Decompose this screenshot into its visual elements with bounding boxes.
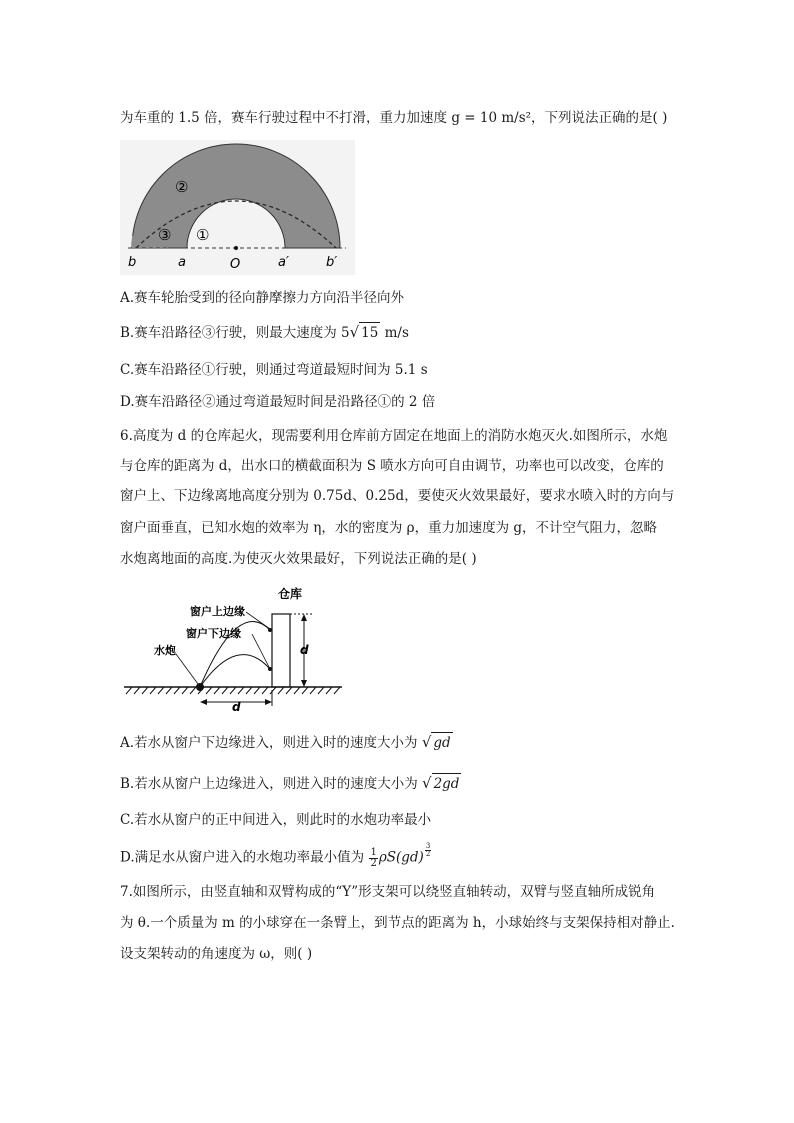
q6-option-d bbox=[120, 843, 432, 869]
q6-option-d-expr: ρS(gd) bbox=[378, 849, 424, 866]
q6-option-b-prefix: B.若水从窗户上边缘进入，则进入时的速度大小为 bbox=[120, 776, 423, 792]
q5-option-b-prefix: B.赛车沿路径③行驶，则最大速度为 5 bbox=[120, 325, 350, 341]
frac-denominator: 2 bbox=[370, 857, 377, 869]
ground-hatching bbox=[126, 687, 340, 694]
q7-line-2: 为 θ.一个质量为 m 的小球穿在一条臂上，到节点的距离为 h，小球始终与支架保持相对静止. bbox=[120, 915, 675, 931]
q6-option-b bbox=[120, 773, 461, 794]
q6-line-2: 与仓库的距离为 d，出水口的横截面积为 S 喷水方向可自由调节，功率也可以改变，仓库的 bbox=[120, 458, 664, 474]
center-dot bbox=[234, 246, 238, 250]
label-a-prime: a′ bbox=[278, 255, 289, 270]
q5-option-c: C.赛车沿路径①行驶，则通过弯道最短时间为 5.1 s bbox=[120, 362, 428, 378]
label-lower-edge: 窗户下边缘 bbox=[186, 627, 241, 640]
q7-line-3: 设支架转动的角速度为 ω，则( ) bbox=[120, 946, 313, 962]
q5-option-b bbox=[120, 322, 409, 343]
warehouse-wall bbox=[272, 614, 290, 687]
label-b: b bbox=[128, 255, 137, 270]
label-b-prime: b′ bbox=[326, 255, 338, 270]
label-cannon: 水炮 bbox=[154, 644, 176, 657]
sqrt-icon: √ bbox=[422, 774, 432, 792]
frac-numerator: 1 bbox=[370, 846, 377, 858]
q6-option-d-prefix: D.满足水从窗户进入的水炮功率最小值为 bbox=[120, 849, 369, 866]
label-O: O bbox=[230, 257, 241, 272]
q5-option-d: D.赛车沿路径②通过弯道最短时间是沿路径①的 2 倍 bbox=[120, 394, 436, 410]
cannon-dot bbox=[196, 683, 204, 691]
q6-option-b-radicand: 2gd bbox=[432, 773, 462, 794]
label-a: a bbox=[178, 255, 186, 270]
q6-option-c: C.若水从窗户的正中间进入，则此时的水炮功率最小 bbox=[120, 812, 432, 828]
label-path1: ① bbox=[196, 226, 210, 244]
trajectory-lower bbox=[200, 655, 270, 687]
fraction-half bbox=[369, 848, 377, 869]
exponent-fraction bbox=[425, 843, 431, 858]
label-path2: ② bbox=[175, 178, 189, 196]
q6-line-5: 水炮离地面的高度.为使灭火效果最好，下列说法正确的是( ) bbox=[120, 551, 477, 567]
q5-option-a: A.赛车轮胎受到的径向静摩擦力方向沿半径向外 bbox=[120, 290, 405, 306]
q5-option-b-unit: m/s bbox=[380, 325, 409, 341]
label-distance-d: d bbox=[232, 700, 241, 713]
label-warehouse: 仓库 bbox=[278, 587, 303, 601]
q6-option-a-radicand: gd bbox=[431, 732, 452, 753]
q6-option-a-prefix: A.若水从窗户下边缘进入，则进入时的速度大小为 bbox=[120, 735, 422, 751]
label-path3: ③ bbox=[158, 226, 172, 244]
q5-stem-tail: 为车重的 1.5 倍，赛车行驶过程中不打滑，重力加速度 g = 10 m/s²，下列说法正确的是( ) bbox=[120, 110, 668, 126]
label-height-d: d bbox=[300, 643, 309, 657]
q5-option-b-radicand: 15 bbox=[359, 322, 380, 343]
q6-line-4: 窗户面垂直，已知水炮的效率为 η，水的密度为 ρ，重力加速度为 g，不计空气阻力，忽略 bbox=[120, 520, 658, 536]
q6-line-1: 6.高度为 d 的仓库起火，现需要利用仓库前方固定在地面上的消防水炮灭火.如图所示，水炮 bbox=[120, 428, 668, 444]
q6-line-3: 窗户上、下边缘离地高度分别为 0.75d、0.25d，要使灭火效果最好，要求水喷入时的方向与 bbox=[120, 488, 675, 504]
q5-track-figure bbox=[120, 140, 355, 275]
label-upper-edge: 窗户上边缘 bbox=[190, 605, 245, 618]
exp-denominator: 2 bbox=[425, 850, 431, 858]
q6-option-a bbox=[120, 732, 453, 753]
sqrt-icon: √ bbox=[349, 323, 360, 341]
q6-cannon-figure bbox=[120, 578, 350, 713]
exp-numerator: 3 bbox=[425, 842, 431, 850]
sqrt-icon: √ bbox=[421, 733, 432, 751]
q7-line-1: 7.如图所示，由竖直轴和双臂构成的“Y”形支架可以绕竖直轴转动，双臂与竖直轴所成锐角 bbox=[120, 884, 656, 900]
